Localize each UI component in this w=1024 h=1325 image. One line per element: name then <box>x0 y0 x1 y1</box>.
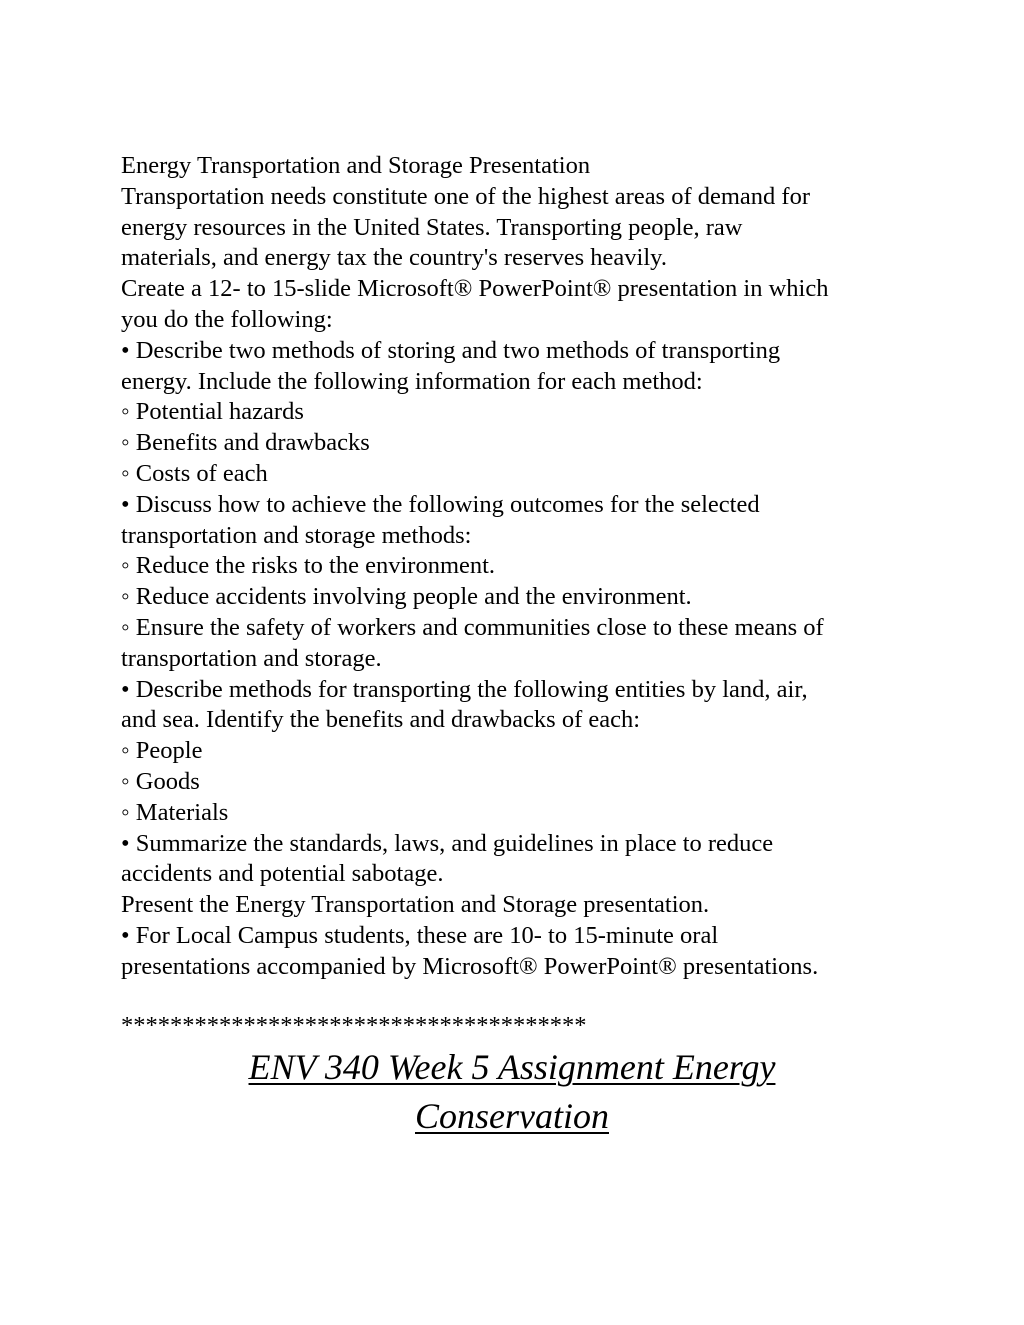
text-line: you do the following: <box>121 305 333 333</box>
heading-line-1[interactable]: ENV 340 Week 5 Assignment Energy <box>248 1047 776 1087</box>
heading-line-2[interactable]: Conservation <box>415 1096 609 1136</box>
bullet-item: • Discuss how to achieve the following outcomes for the selected <box>121 490 760 518</box>
bullet-item: • For Local Campus students, these are 10- to 15-minute oral <box>121 921 719 949</box>
text-line: materials, and energy tax the country's reserves heavily. <box>121 244 667 272</box>
bullet-item: • Summarize the standards, laws, and guidelines in place to reduce <box>121 829 774 857</box>
assignment-title: Energy Transportation and Storage Presentation <box>121 152 591 179</box>
text-line: transportation and storage. <box>121 644 382 672</box>
sub-bullet-item: ◦ Goods <box>121 767 200 795</box>
sub-bullet-item: ◦ Reduce the risks to the environment. <box>121 552 496 580</box>
sub-bullet-item: ◦ Benefits and drawbacks <box>121 429 370 457</box>
assignment-body <box>121 151 911 983</box>
sub-bullet-item: ◦ Reduce accidents involving people and the environment. <box>121 583 692 611</box>
text-line: energy. Include the following information for each method: <box>121 367 703 395</box>
text-line: energy resources in the United States. Transporting people, raw <box>121 213 743 241</box>
text-line: transportation and storage methods: <box>121 521 472 549</box>
text-line: and sea. Identify the benefits and drawbacks of each: <box>121 706 641 734</box>
text-line: accidents and potential sabotage. <box>121 860 444 888</box>
text-line: Create a 12- to 15-slide Microsoft® PowerPoint® presentation in which <box>121 275 829 303</box>
asterisk-separator: ************************************** <box>121 1012 587 1039</box>
sub-bullet-item: ◦ People <box>121 737 203 765</box>
sub-bullet-item: ◦ Ensure the safety of workers and communities close to these means of <box>121 613 824 641</box>
text-line: presentations accompanied by Microsoft® PowerPoint® presentations. <box>121 952 819 980</box>
sub-bullet-item: ◦ Costs of each <box>121 459 268 487</box>
text-line: Transportation needs constitute one of the highest areas of demand for <box>121 182 811 210</box>
next-assignment-heading[interactable] <box>0 1043 1024 1141</box>
sub-bullet-item: ◦ Materials <box>121 798 229 826</box>
bullet-item: • Describe methods for transporting the following entities by land, air, <box>121 675 808 703</box>
sub-bullet-item: ◦ Potential hazards <box>121 398 304 426</box>
bullet-item: • Describe two methods of storing and two methods of transporting <box>121 336 781 364</box>
text-line: Present the Energy Transportation and Storage presentation. <box>121 891 710 919</box>
